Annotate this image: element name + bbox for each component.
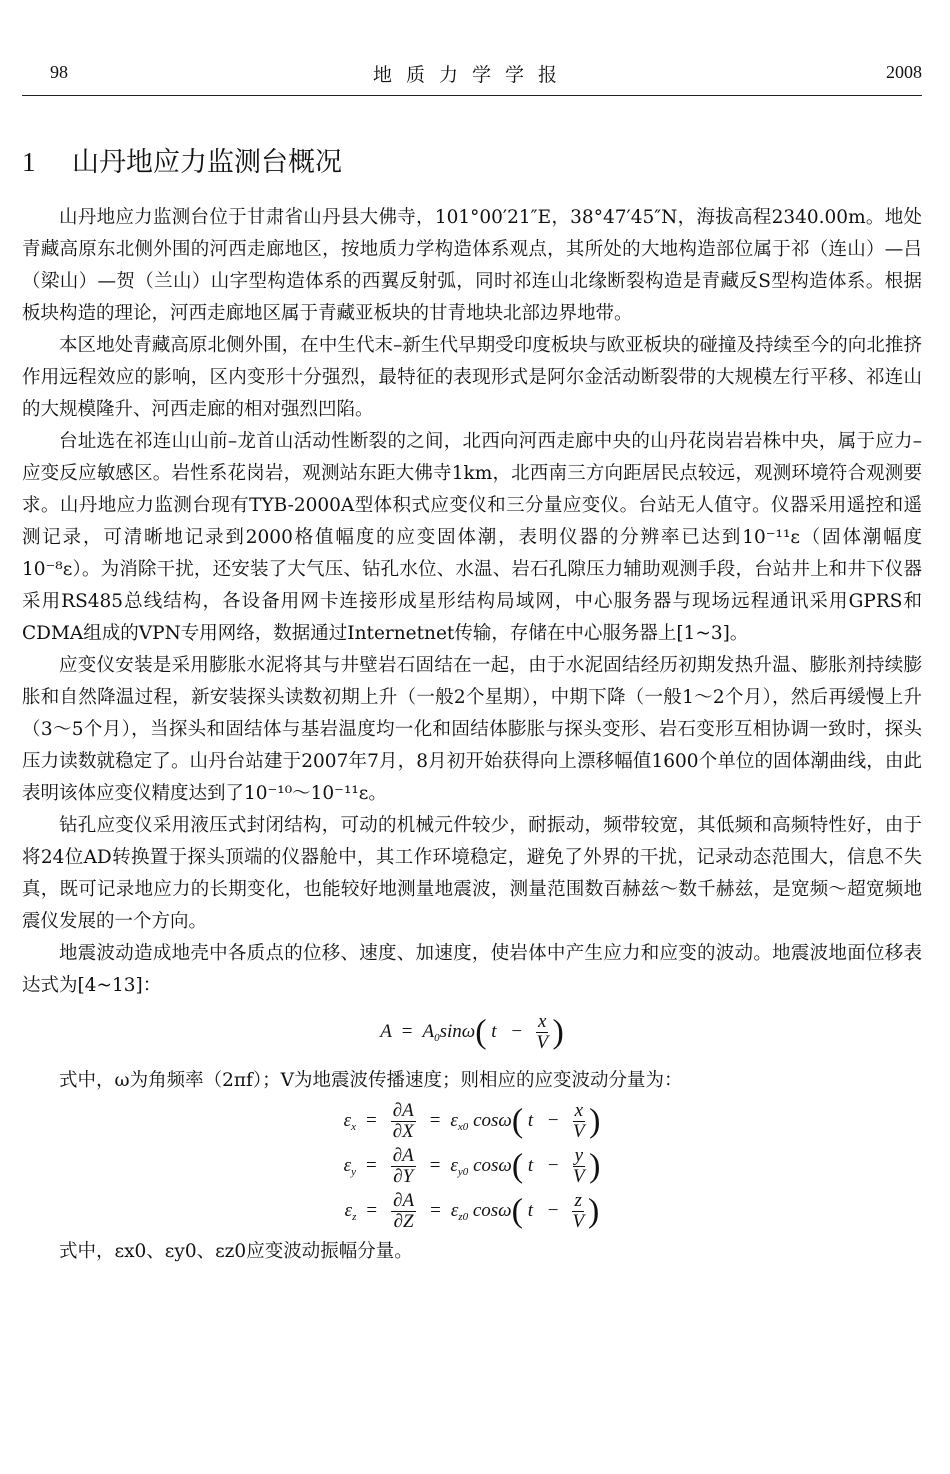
section-title: 山丹地应力监测台概况 — [72, 147, 342, 178]
body-text — [22, 202, 922, 1268]
section-number: 1 — [22, 147, 36, 177]
running-header — [22, 54, 922, 94]
paragraph: 钻孔应变仪采用液压式封闭结构，可动的机械元件较少，耐振动，频带较宽，其低频和高频特性好，由于将24位AD转换置于探头顶端的仪器舱中，其工作环境稳定，避免了外界的干扰，记录动态范围大，信息不失真，既可记录地应力的长期变化，也能较好地测量地震波，测量范围数百赫兹～数千赫兹，是宽频～超宽频地震仪发展的一个方向。 — [22, 815, 922, 932]
equation-strain-z: $\varepsilon_z$ = $\frac{\partial A}{\partial Z}$ = $\varepsilon_{z0}$ cosω( t − $\frac{z}{V}$ ) — [344, 1190, 600, 1232]
page-number: 98 — [50, 62, 68, 82]
equation-note: 式中，ω为角频率（2πf）；V为地震波传播速度；则相应的应变波动分量为： — [59, 1070, 683, 1091]
header-year: 2008 — [886, 62, 922, 82]
amplitude-note: 式中，εx0、εy0、εz0应变波动振幅分量。 — [59, 1241, 413, 1262]
journal-name: 地质力学学报 — [372, 64, 571, 86]
paragraph: 山丹地应力监测台位于甘肃省山丹县大佛寺，101°00′21″E，38°47′45″N，海拔高程2340.00m。地处青藏高原东北侧外围的河西走廊地区，按地质力学构造体系观点，其所处的大地构造部位属于祁（连山）—吕（梁山）—贺（兰山）山字型构造体系的西翼反射弧，同时祁连山北缘断裂构造是青藏反S型构造体系。根据板块构造的理论，河西走廊地区属于青藏亚板块的甘青地块北部边界地带。 — [22, 207, 922, 324]
paragraph: 应变仪安装是采用膨胀水泥将其与井壁岩石固结在一起，由于水泥固结经历初期发热升温、膨胀剂持续膨胀和自然降温过程，新安装探头读数初期上升（一般2个星期），中期下降（一般1～2个月），然后再缓慢上升（3～5个月），当探头和固结体与基岩温度均一化和固结体膨胀与探头变形、岩石变形互相协调一致时，探头压力读数就稳定了。山丹台站建于2007年7月，8月初开始获得向上漂移幅值1600个单位的固体潮曲线，由此表明该体应变仪精度达到了10⁻¹⁰～10⁻¹¹ε。 — [22, 655, 922, 804]
equation-strain-y: $\varepsilon_y$ = $\frac{\partial A}{\partial Y}$ = $\varepsilon_{y0}$ cosω( t − $\frac{y}{V}$ ) — [343, 1145, 601, 1187]
equation-displacement: $A = A_0\sin\omega$( t − $\frac{x}{V}$ ) — [380, 1011, 564, 1053]
paragraph: 台址选在祁连山山前–龙首山活动性断裂的之间，北西向河西走廊中央的山丹花岗岩岩株中央，属于应力–应变反应敏感区。岩性系花岗岩，观测站东距大佛寺1km，北西南三方向距居民点较远，观测环境符合观测要求。山丹地应力监测台现有TYB-2000A型体积式应变仪和三分量应变仪。台站无人值守。仪器采用遥控和遥测记录，可清晰地记录到2000格值幅度的应变固体潮，表明仪器的分辨率已达到10⁻¹¹ε（固体潮幅度10⁻⁸ε）。为消除干扰，还安装了大气压、钻孔水位、水温、岩石孔隙压力辅助观测手段，台站井上和井下仪器采用RS485总线结构，各设备用网卡连接形成星形结构局域网，中心服务器与现场远程通讯采用GPRS和CDMA组成的VPN专用网络，数据通过Internetnet传输，存储在中心服务器上[1~3]。 — [22, 431, 922, 644]
equation-strain-x: $\varepsilon_x$ = $\frac{\partial A}{\partial X}$ = $\varepsilon_{x0}$ cosω( t − $\frac{x}{V}$ ) — [343, 1100, 601, 1142]
paragraph: 本区地处青藏高原北侧外围，在中生代末–新生代早期受印度板块与欧亚板块的碰撞及持续至今的向北推挤作用远程效应的影响，区内变形十分强烈，最特征的表现形式是阿尔金活动断裂带的大规模左行平移、祁连山的大规模隆升、河西走廊的相对强烈凹陷。 — [22, 335, 922, 420]
section-heading — [22, 140, 342, 179]
header-rule — [22, 95, 922, 96]
paragraph: 地震波动造成地壳中各质点的位移、速度、加速度，使岩体中产生应力和应变的波动。地震波地面位移表达式为[4~13]： — [22, 943, 922, 996]
